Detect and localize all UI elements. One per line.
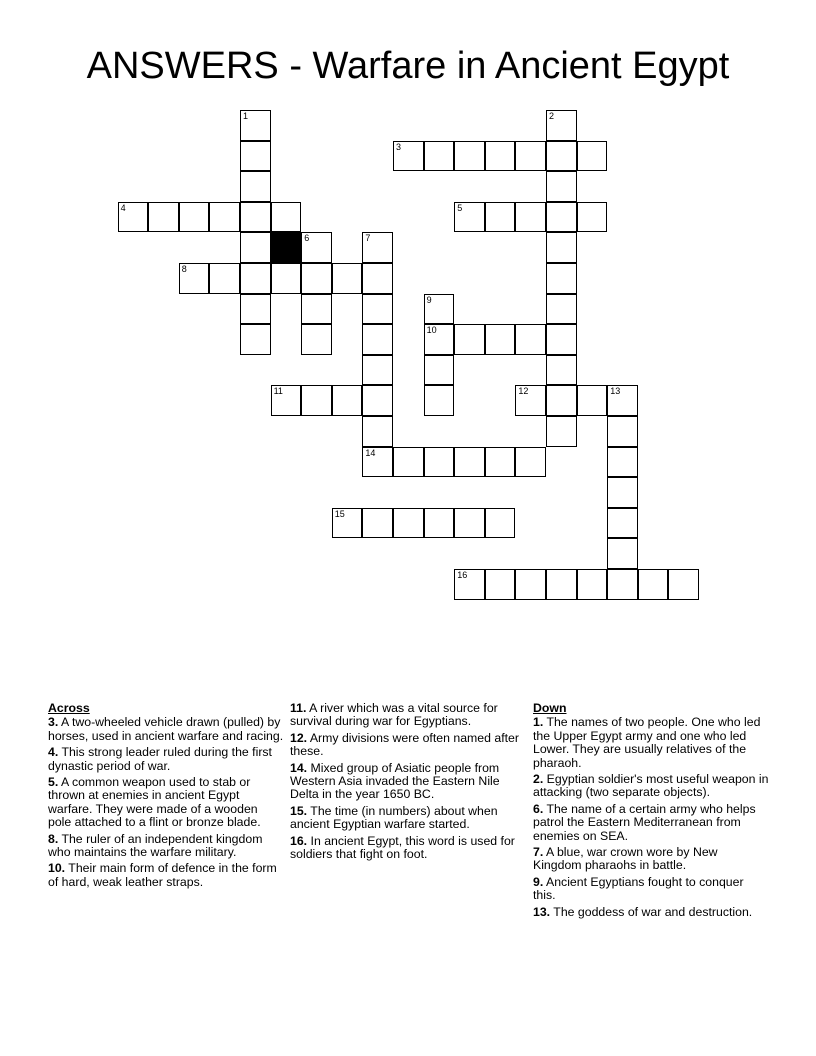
- grid-cell: [240, 171, 271, 202]
- grid-cell: [454, 202, 485, 233]
- grid-cell: [240, 141, 271, 172]
- clue-number-label: 4.: [48, 745, 59, 760]
- down-heading: Down: [533, 701, 567, 715]
- grid-cell: [546, 171, 577, 202]
- grid-cell: [485, 508, 516, 539]
- clue-item: [533, 803, 769, 843]
- grid-cell: [607, 416, 638, 447]
- clue-item: [290, 805, 522, 832]
- clue-item: [290, 732, 522, 759]
- clue-text: The ruler of an independent kingdom who maintains the warfare military.: [48, 831, 263, 860]
- clue-text: Egyptian soldier's most useful weapon in attacking (two separate objects).: [533, 772, 769, 800]
- clue-number: 11: [273, 386, 283, 397]
- clue-number-label: 9.: [533, 874, 544, 889]
- clue-number-label: 1.: [533, 715, 544, 730]
- clue-number: 9: [426, 294, 432, 305]
- clue-text: A common weapon used to stab or thrown at enemies in ancient Egypt warfare. They were made of a wooden pole attached to a flint or bronze blade.: [48, 775, 261, 830]
- grid-cell: [515, 447, 546, 478]
- grid-cell: [271, 263, 302, 294]
- grid-cell: [240, 232, 271, 263]
- clue-number: 1: [243, 111, 249, 121]
- grid-cell: [240, 324, 271, 355]
- grid-cell: [424, 141, 455, 172]
- clue-text: The name of a certain army who helps patrol the Eastern Mediterranean from enemies on SEA.: [533, 801, 756, 843]
- clue-number-label: 6.: [533, 801, 544, 816]
- grid-cell: [179, 202, 210, 233]
- grid-cell: [301, 294, 332, 325]
- grid-cell: [454, 508, 485, 539]
- grid-cell: [546, 416, 577, 447]
- grid-cell: [454, 569, 485, 600]
- clue-number-label: 2.: [533, 772, 544, 787]
- clue-number-label: 13.: [533, 904, 551, 919]
- clue-number: 4: [120, 202, 126, 213]
- clue-number: 16: [457, 570, 468, 580]
- clue-number: 3: [396, 141, 402, 152]
- grid-cell: [424, 385, 455, 416]
- grid-cell: [362, 385, 393, 416]
- grid-cell: [577, 569, 608, 600]
- grid-cell: [332, 508, 363, 539]
- clue-item: [290, 762, 522, 802]
- grid-cell: [515, 202, 546, 233]
- grid-cell: [668, 569, 699, 600]
- clue-number-label: 14.: [290, 760, 308, 775]
- clue-number-label: 11.: [290, 701, 307, 715]
- grid-cell: [424, 324, 455, 355]
- grid-cell: [271, 202, 302, 233]
- grid-cell: [362, 232, 393, 263]
- grid-cell: [546, 355, 577, 386]
- clue-text: Their main form of defence in the form of hard, weak leather straps.: [48, 861, 277, 889]
- grid-cell: [546, 110, 577, 141]
- clue-text: The time (in numbers) about when ancient Egyptian warfare started.: [290, 803, 498, 832]
- clue-item: [533, 773, 769, 800]
- clue-item: [533, 906, 769, 919]
- clue-item: [48, 716, 284, 743]
- grid-cell: [362, 508, 393, 539]
- grid-cell: [546, 294, 577, 325]
- clue-number-label: 15.: [290, 803, 308, 818]
- grid-cell: [148, 202, 179, 233]
- clue-number: 10: [426, 325, 437, 336]
- clue-number-label: 12.: [290, 730, 308, 745]
- grid-cell: [607, 385, 638, 416]
- grid-cell: [577, 202, 608, 233]
- clue-item: [290, 835, 522, 862]
- clue-number: 14: [365, 447, 376, 458]
- grid-cell: [301, 385, 332, 416]
- grid-cell: [546, 324, 577, 355]
- page-title: ANSWERS - Warfare in Ancient Egypt: [86, 45, 730, 87]
- grid-cell: [240, 110, 271, 141]
- clue-number: 7: [365, 233, 371, 244]
- clue-item: [533, 876, 769, 903]
- clue-number: 6: [304, 233, 310, 244]
- grid-cell: [362, 263, 393, 294]
- clue-text: The names of two people. One who led the Upper Egypt army and one who led Lower. They are usually relatives of the pharaoh.: [533, 715, 761, 770]
- grid-cell: [362, 416, 393, 447]
- grid-cell: [485, 324, 516, 355]
- grid-cell: [607, 477, 638, 508]
- grid-cell: [607, 538, 638, 569]
- grid-cell: [454, 141, 485, 172]
- clue-number: 5: [457, 202, 463, 213]
- grid-cell: [424, 508, 455, 539]
- grid-cell: [546, 569, 577, 600]
- across-heading: Across: [48, 701, 90, 715]
- grid-cell: [424, 447, 455, 478]
- clue-number: 12: [518, 386, 529, 397]
- clue-number-label: 10.: [48, 861, 66, 876]
- grid-cell: [546, 385, 577, 416]
- clue-text: In ancient Egypt, this word is used for soldiers that fight on foot.: [290, 833, 515, 862]
- clue-item: [533, 846, 769, 873]
- across-clues-column-1: [48, 702, 284, 892]
- clue-item: [533, 716, 769, 770]
- grid-cell: [240, 294, 271, 325]
- grid-cell: [209, 263, 240, 294]
- grid-cell: [424, 355, 455, 386]
- grid-cell: [240, 263, 271, 294]
- grid-cell: [515, 324, 546, 355]
- down-clues-column: [533, 702, 769, 922]
- clue-text: Ancient Egyptians fought to conquer this.: [533, 874, 744, 903]
- grid-cell: [209, 202, 240, 233]
- grid-cell: [546, 141, 577, 172]
- grid-cell: [546, 232, 577, 263]
- clue-item: [48, 746, 284, 773]
- grid-cell: [118, 202, 149, 233]
- clue-item: [290, 702, 522, 729]
- clue-item: [48, 776, 284, 830]
- grid-cell: [454, 447, 485, 478]
- clue-text: The goddess of war and destruction.: [550, 904, 753, 919]
- clue-number: 2: [549, 111, 555, 121]
- grid-cell: [515, 569, 546, 600]
- clue-text: Mixed group of Asiatic people from Western Asia invaded the Eastern Nile Delta in the year 1650 BC.: [290, 760, 500, 802]
- grid-cell: [454, 324, 485, 355]
- grid-cell: [515, 385, 546, 416]
- grid-cell: [332, 263, 363, 294]
- grid-cell: [515, 141, 546, 172]
- clue-text: A river which was a vital source for survival during war for Egyptians.: [290, 701, 498, 729]
- grid-cell: [240, 202, 271, 233]
- grid-cell: [485, 202, 516, 233]
- grid-cell: [393, 141, 424, 172]
- grid-cell: [607, 447, 638, 478]
- grid-cell: [424, 294, 455, 325]
- grid-cell: [179, 263, 210, 294]
- clue-text: This strong leader ruled during the first dynastic period of war.: [48, 745, 272, 773]
- grid-cell: [332, 385, 363, 416]
- grid-cell: [393, 447, 424, 478]
- grid-cell: [301, 324, 332, 355]
- grid-cell: [301, 232, 332, 263]
- grid-cell: [577, 141, 608, 172]
- clue-number-label: 3.: [48, 715, 59, 730]
- clue-text: A blue, war crown wore by New Kingdom pharaohs in battle.: [533, 845, 718, 873]
- clue-item: [48, 862, 284, 889]
- clue-number-label: 16.: [290, 833, 308, 848]
- grid-cell: [362, 294, 393, 325]
- grid-cell: [485, 569, 516, 600]
- blocked-cell: [271, 232, 302, 263]
- grid-cell: [546, 263, 577, 294]
- across-clues-column-2: [290, 702, 522, 864]
- clue-text: Army divisions were often named after these.: [290, 730, 519, 759]
- grid-cell: [485, 447, 516, 478]
- grid-cell: [638, 569, 669, 600]
- grid-cell: [393, 508, 424, 539]
- grid-cell: [607, 508, 638, 539]
- clue-number: 13: [610, 386, 621, 397]
- clue-number-label: 7.: [533, 845, 544, 860]
- clue-text: A two-wheeled vehicle drawn (pulled) by horses, used in ancient warfare and racing.: [48, 715, 284, 743]
- clue-number-label: 5.: [48, 775, 59, 790]
- grid-cell: [485, 141, 516, 172]
- grid-cell: [362, 355, 393, 386]
- grid-cell: [362, 324, 393, 355]
- grid-cell: [301, 263, 332, 294]
- clue-number: 15: [334, 508, 345, 519]
- grid-cell: [546, 202, 577, 233]
- grid-cell: [577, 385, 608, 416]
- clue-number: 8: [181, 264, 187, 274]
- clue-number-label: 8.: [48, 831, 59, 846]
- clue-item: [48, 833, 284, 860]
- grid-cell: [607, 569, 638, 600]
- grid-cell: [271, 385, 302, 416]
- grid-cell: [362, 447, 393, 478]
